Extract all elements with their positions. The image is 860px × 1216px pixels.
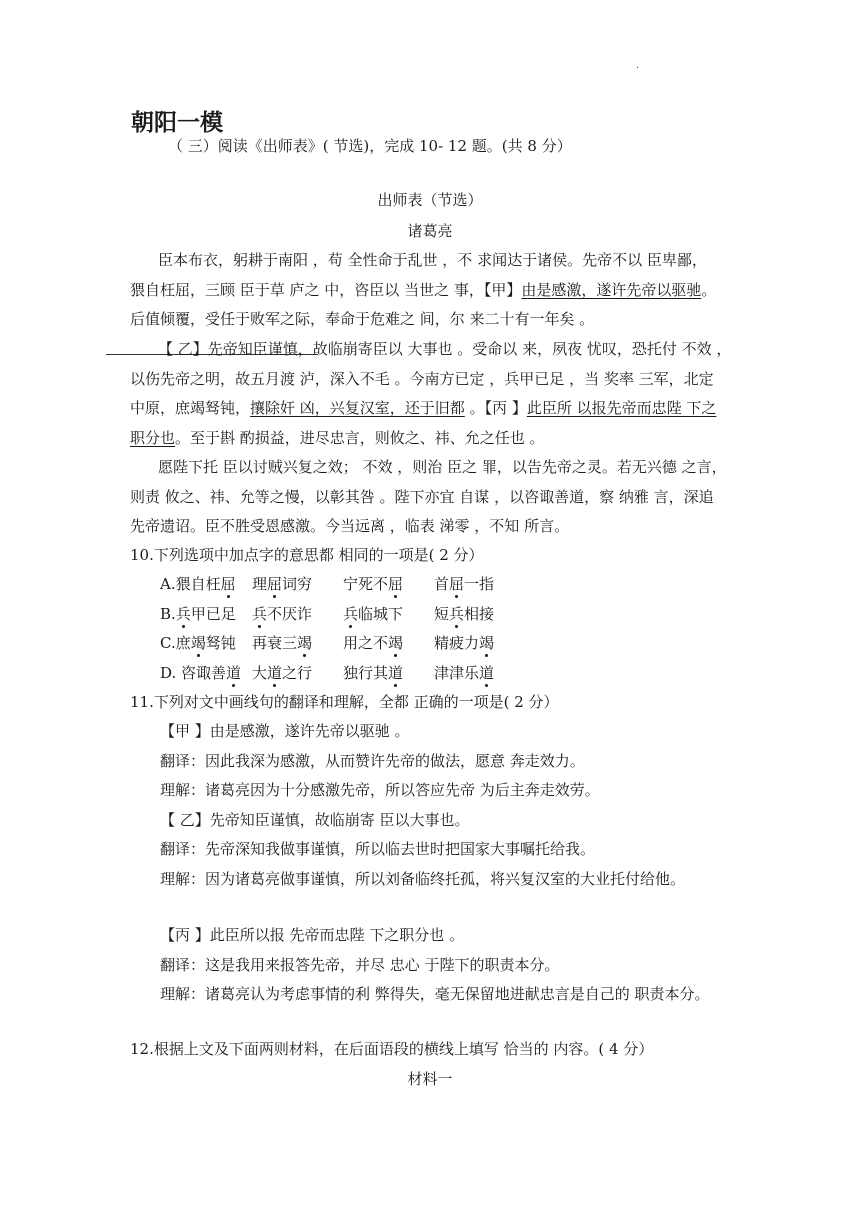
dotted-char: 屈 bbox=[267, 575, 283, 593]
dotted-char: 道 bbox=[388, 664, 404, 682]
dotted-char: 兵 bbox=[175, 605, 191, 623]
option-label: D. bbox=[160, 664, 182, 682]
dotted-char: 竭 bbox=[388, 634, 404, 652]
underlined-sentence-jia: 由是感激，遂许先帝以驱驰 bbox=[521, 281, 702, 299]
passage-line bbox=[130, 428, 545, 448]
dotted-char: 道 bbox=[226, 664, 242, 682]
item-jia-sentence: 【甲 】由是感激，遂许先帝以驱驰 。 bbox=[160, 722, 410, 740]
underlined-phrase: 攘除奸 凶，兴复汉室，还于旧都 bbox=[250, 399, 465, 417]
passage-line: 后值倾覆，受任于败军之际，奉命于危难之 间，尔 来二十有一年矣 。 bbox=[130, 310, 595, 328]
item-jia-understanding: 理解：诸葛亮因为十分感激先帝，所以答应先帝 为后主奔走效劳。 bbox=[160, 781, 600, 799]
passage-text: 。至于斟 酌损益，进尽忠言，则攸之、祎、允之任也 。 bbox=[175, 429, 545, 447]
option-c-choice-3: 用之不竭 bbox=[343, 634, 404, 652]
option-c-choice-2: 再衰三竭 bbox=[252, 634, 313, 652]
question-11-stem: 11.下列对文中画线句的翻译和理解，全都 正确的一项是( 2 分） bbox=[130, 693, 559, 711]
item-yi-understanding: 理解：因为诸葛亮做事谨慎，所以刘备临终托孤，将兴复汉室的大业托付给他。 bbox=[160, 870, 686, 888]
option-b-choice-1: B.兵甲已足 bbox=[160, 605, 236, 623]
option-d-choice-2: 大道之行 bbox=[252, 664, 313, 682]
option-label: A. bbox=[160, 575, 176, 593]
passage-text: 。【丙 】 bbox=[464, 399, 527, 417]
dotted-char: 道 bbox=[479, 664, 495, 682]
option-label: C. bbox=[160, 634, 176, 652]
option-d-choice-1: D. 咨诹善道 bbox=[160, 664, 242, 682]
option-b-choice-2: 兵不厌诈 bbox=[252, 605, 313, 623]
passage-text: 。 bbox=[701, 281, 717, 299]
option-a-choice-3: 宁死不屈 bbox=[343, 575, 404, 593]
option-a-choice-4: 首屈一指 bbox=[434, 575, 495, 593]
passage-line: 臣本布衣，躬耕于南阳 ，苟 全性命于乱世 ，不 求闻达于诸侯。先帝不以 臣卑鄙， bbox=[158, 251, 707, 269]
option-c-choice-4: 精疲力竭 bbox=[434, 634, 495, 652]
passage-text: 中原，庶竭驽钝， bbox=[130, 399, 251, 417]
passage-line: 先帝遗诏。臣不胜受恩感激。今当远离 ，临表 涕零 ，不知 所言。 bbox=[130, 517, 570, 535]
passage-title: 出师表（节选） bbox=[377, 191, 483, 209]
underlined-sentence-bing: 此臣所 以报先帝而忠陛 下之 bbox=[526, 399, 717, 417]
item-bing-understanding: 理解：诸葛亮认为考虑事情的利 弊得失，毫无保留地进献忠言是自己的 职责本分。 bbox=[160, 985, 710, 1003]
dotted-char: 竭 bbox=[479, 634, 495, 652]
item-jia-translation: 翻译：因此我深为感激，从而赞许先帝的做法，愿意 奔走效力。 bbox=[160, 752, 585, 770]
option-d-choice-4: 津津乐道 bbox=[434, 664, 495, 682]
passage-line: 则责 攸之、祎、允等之慢，以彰其咎 。陛下亦宜 自谋 ，以咨诹善道，察 纳雅 言，深追 bbox=[130, 488, 714, 506]
option-b-choice-3: 兵临城下 bbox=[343, 605, 404, 623]
dotted-char: 竭 bbox=[190, 634, 206, 652]
item-bing-sentence: 【丙 】此臣所以报 先帝而忠陛 下之职分也 。 bbox=[160, 926, 465, 944]
dotted-char: 兵 bbox=[449, 605, 465, 623]
dotted-char: 屈 bbox=[388, 575, 404, 593]
option-c-choice-1: C.庶竭驽钝 bbox=[160, 634, 236, 652]
item-bing-translation: 翻译：这是我用来报答先帝，并尽 忠心 于陛下的职责本分。 bbox=[160, 956, 560, 974]
dotted-char: 兵 bbox=[252, 605, 268, 623]
passage-line bbox=[130, 280, 716, 300]
dotted-char: 兵 bbox=[343, 605, 359, 623]
option-label: B. bbox=[160, 605, 176, 623]
passage-line: 以伤先帝之明，故五月渡 泸，深入不毛 。今南方已定 ，兵甲已足 ，当 奖率 三军，北定 bbox=[130, 370, 714, 388]
dotted-char: 屈 bbox=[220, 575, 236, 593]
passage-author: 诸葛亮 bbox=[407, 222, 453, 240]
option-b-choice-4: 短兵相接 bbox=[434, 605, 495, 623]
passage-line: 【 乙】先帝知臣谨慎，故临崩寄臣以 大事也 。受命以 来，夙夜 忧叹，恐托付 不效 ， bbox=[158, 340, 732, 358]
option-a-choice-1: A.猥自枉屈 bbox=[160, 575, 236, 593]
underlined-sentence-bing-end: 职分也 bbox=[130, 429, 176, 447]
page-title: 朝阳一模 bbox=[131, 110, 223, 136]
question-10-stem: 10.下列选项中加点字的意思都 相同的一项是( 2 分） bbox=[130, 546, 484, 564]
material-one-heading: 材料一 bbox=[407, 1070, 453, 1088]
passage-text: 猥自枉屈，三顾 臣于草 庐之 中，咨臣以 当世之 事，【甲】 bbox=[130, 281, 522, 299]
dotted-char: 屈 bbox=[449, 575, 465, 593]
dotted-char: 竭 bbox=[297, 634, 313, 652]
passage-line bbox=[130, 398, 716, 418]
item-yi-translation: 翻译：先帝深知我做事谨慎，所以临去世时把国家大事嘱托给我。 bbox=[160, 840, 596, 858]
item-yi-sentence: 【 乙】先帝知臣谨慎，故临崩寄 臣以大事也。 bbox=[160, 811, 470, 829]
option-a-choice-2: 理屈词穷 bbox=[252, 575, 313, 593]
corner-mark: . bbox=[636, 60, 640, 71]
option-d-choice-3: 独行其道 bbox=[343, 664, 404, 682]
passage-line: 愿陛下托 臣以讨贼兴复之效； 不效 ，则治 臣之 罪，以告先帝之灵。若无兴德 之言， bbox=[158, 458, 727, 476]
dotted-char: 道 bbox=[267, 664, 283, 682]
section-intro: （ 三）阅读《出师表》( 节选)，完成 10- 12 题。(共 8 分） bbox=[168, 137, 572, 155]
question-12-stem: 12.根据上文及下面两则材料，在后面语段的横线上填写 恰当的 内容。( 4 分） bbox=[130, 1040, 654, 1058]
